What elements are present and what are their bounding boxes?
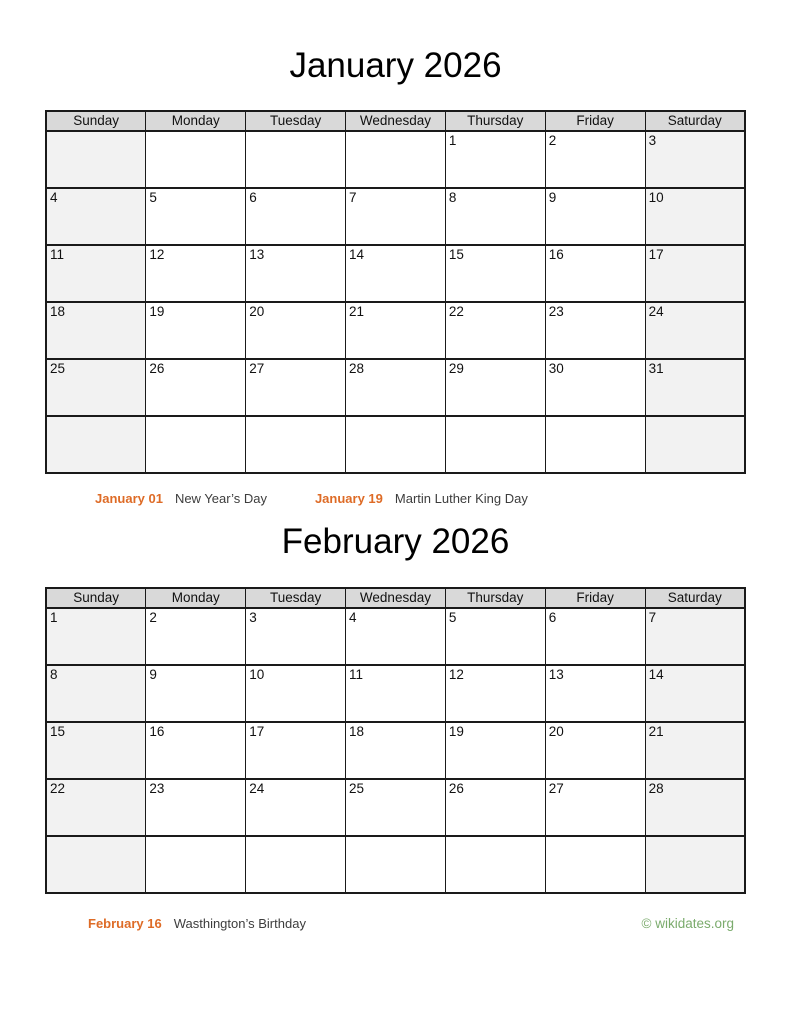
- day-cell: 20: [246, 302, 346, 359]
- calendar-week-row: [46, 359, 745, 416]
- day-cell: 17: [246, 722, 346, 779]
- day-header-saturday: Saturday: [645, 588, 745, 608]
- calendar-week-row: [46, 416, 745, 473]
- day-cell: 13: [545, 665, 645, 722]
- day-header-thursday: Thursday: [445, 111, 545, 131]
- day-cell: 5: [445, 608, 545, 665]
- day-cell: 4: [46, 188, 146, 245]
- day-header-tuesday: Tuesday: [246, 588, 346, 608]
- day-cell: 9: [146, 665, 246, 722]
- day-cell: 24: [246, 779, 346, 836]
- day-cell: 11: [46, 245, 146, 302]
- holiday-date: January 19: [314, 491, 383, 507]
- day-cell: 30: [545, 359, 645, 416]
- calendar-week-row: [46, 836, 745, 893]
- day-header-wednesday: Wednesday: [346, 588, 446, 608]
- day-cell: 19: [146, 302, 246, 359]
- calendar-week-row: [46, 608, 745, 665]
- calendar-week-row: [46, 665, 745, 722]
- day-cell: 18: [346, 722, 446, 779]
- day-header-monday: Monday: [146, 588, 246, 608]
- day-cell: 16: [545, 245, 645, 302]
- day-cell: 12: [445, 665, 545, 722]
- day-cell: 28: [645, 779, 745, 836]
- day-cell: [645, 416, 745, 473]
- day-cell: 19: [445, 722, 545, 779]
- day-header-wednesday: Wednesday: [346, 111, 446, 131]
- day-cell: 26: [146, 359, 246, 416]
- day-cell: 8: [445, 188, 545, 245]
- holiday-name: Martin Luther King Day: [394, 491, 528, 507]
- day-cell: 8: [46, 665, 146, 722]
- day-cell: 12: [146, 245, 246, 302]
- january-calendar-table: [45, 110, 746, 474]
- day-cell: 3: [645, 131, 745, 188]
- day-cell: 15: [445, 245, 545, 302]
- calendar-week-row: [46, 302, 745, 359]
- holiday-list-january: [45, 491, 746, 506]
- day-cell: 17: [645, 245, 745, 302]
- day-cell: 29: [445, 359, 545, 416]
- day-cell: 10: [246, 665, 346, 722]
- day-cell: 20: [545, 722, 645, 779]
- day-cell: 15: [46, 722, 146, 779]
- day-cell: [246, 131, 346, 188]
- day-cell: 2: [146, 608, 246, 665]
- day-cell: 3: [246, 608, 346, 665]
- day-cell: 1: [445, 131, 545, 188]
- day-cell: [346, 836, 446, 893]
- holiday-date: January 01: [95, 491, 163, 507]
- day-cell: [346, 416, 446, 473]
- copyright-text: © wikidates.org: [641, 915, 734, 931]
- day-header-thursday: Thursday: [445, 588, 545, 608]
- holiday-date: February 16: [88, 915, 162, 931]
- calendar-week-row: [46, 131, 745, 188]
- day-cell: 7: [645, 608, 745, 665]
- day-cell: 24: [645, 302, 745, 359]
- day-cell: 23: [146, 779, 246, 836]
- day-cell: 21: [346, 302, 446, 359]
- day-cell: [346, 131, 446, 188]
- holiday-name: Wasthington’s Birthday: [173, 915, 306, 931]
- day-cell: [46, 416, 146, 473]
- day-cell: 22: [46, 779, 146, 836]
- holiday-entry: [88, 916, 306, 931]
- day-cell: 6: [246, 188, 346, 245]
- day-cell: 4: [346, 608, 446, 665]
- calendar-week-row: [46, 245, 745, 302]
- day-cell: 22: [445, 302, 545, 359]
- day-header-sunday: Sunday: [46, 111, 146, 131]
- calendar-header-row: [46, 111, 745, 131]
- day-cell: 27: [246, 359, 346, 416]
- day-cell: [146, 836, 246, 893]
- holiday-name: New Year’s Day: [174, 491, 267, 507]
- february-calendar-table: [45, 587, 746, 894]
- day-cell: 28: [346, 359, 446, 416]
- calendar-week-row: [46, 188, 745, 245]
- day-cell: 1: [46, 608, 146, 665]
- day-cell: 9: [545, 188, 645, 245]
- day-cell: [146, 416, 246, 473]
- month-title-february: February 2026: [281, 522, 510, 562]
- day-cell: 7: [346, 188, 446, 245]
- day-cell: 31: [645, 359, 745, 416]
- day-header-friday: Friday: [545, 111, 645, 131]
- day-cell: [146, 131, 246, 188]
- day-cell: [46, 836, 146, 893]
- day-cell: 23: [545, 302, 645, 359]
- month-title-january: January 2026: [289, 46, 502, 85]
- day-cell: 5: [146, 188, 246, 245]
- day-cell: [545, 836, 645, 893]
- day-header-tuesday: Tuesday: [246, 111, 346, 131]
- day-cell: 6: [545, 608, 645, 665]
- calendar-week-row: [46, 722, 745, 779]
- day-header-monday: Monday: [146, 111, 246, 131]
- day-cell: 14: [645, 665, 745, 722]
- day-cell: [246, 836, 346, 893]
- day-cell: [246, 416, 346, 473]
- day-cell: 25: [346, 779, 446, 836]
- day-cell: [645, 836, 745, 893]
- day-cell: 26: [445, 779, 545, 836]
- calendar-header-row: [46, 588, 745, 608]
- day-cell: [445, 836, 545, 893]
- day-cell: 13: [246, 245, 346, 302]
- day-cell: [545, 416, 645, 473]
- day-header-sunday: Sunday: [46, 588, 146, 608]
- day-cell: [445, 416, 545, 473]
- day-cell: 27: [545, 779, 645, 836]
- day-cell: 2: [545, 131, 645, 188]
- footer: [45, 916, 746, 931]
- holiday-entry: [315, 491, 528, 506]
- day-header-saturday: Saturday: [645, 111, 745, 131]
- day-cell: 21: [645, 722, 745, 779]
- day-cell: 14: [346, 245, 446, 302]
- day-cell: 25: [46, 359, 146, 416]
- day-cell: 10: [645, 188, 745, 245]
- day-cell: 16: [146, 722, 246, 779]
- day-header-friday: Friday: [545, 588, 645, 608]
- holiday-entry: [95, 491, 267, 506]
- day-cell: 18: [46, 302, 146, 359]
- calendar-week-row: [46, 779, 745, 836]
- day-cell: 11: [346, 665, 446, 722]
- day-cell: [46, 131, 146, 188]
